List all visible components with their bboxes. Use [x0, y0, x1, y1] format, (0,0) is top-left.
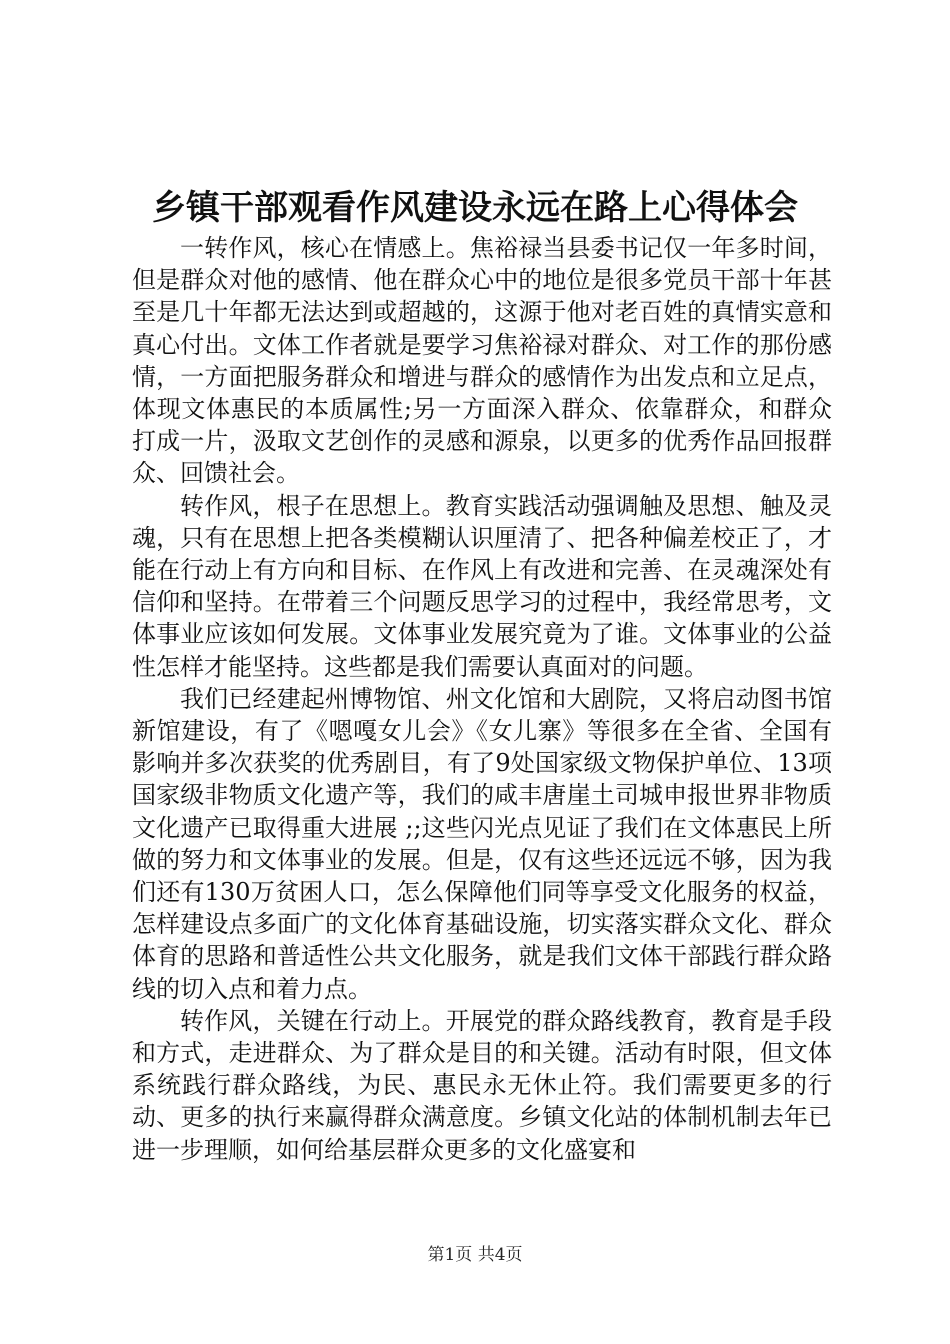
paragraph-2: 转作风，根子在思想上。教育实践活动强调触及思想、触及灵魂，只有在思想上把各类模糊认识厘清了、把各种偏差校正了，才能在行动上有方向和目标、在作风上有改进和完善、在灵魂深处有信仰和坚持。在带着三个问题反思学习的过程中，我经常思考，文体事业应该如何发展。文体事业发展究竟为了谁。文体事业的公益性怎样才能坚持。这些都是我们需要认真面对的问题。	[132, 491, 832, 681]
document-body	[132, 232, 832, 1166]
paragraph-1: 一转作风，核心在情感上。焦裕禄当县委书记仅一年多时间，但是群众对他的感情、他在群众心中的地位是很多党员干部十年甚至是几十年都无法达到或超越的，这源于他对老百姓的真情实意和真心付出。文体工作者就是要学习焦裕禄对群众、对工作的那份感情，一方面把服务群众和增进与群众的感情作为出发点和立足点，体现文体惠民的本质属性;另一方面深入群众、依靠群众，和群众打成一片，汲取文艺创作的灵感和源泉，以更多的优秀作品回报群众、回馈社会。	[132, 234, 832, 488]
paragraph-4: 转作风，关键在行动上。开展党的群众路线教育，教育是手段和方式，走进群众、为了群众是目的和关键。活动有时限，但文体系统践行群众路线，为民、惠民永无休止符。我们需要更多的行动、更多的执行来赢得群众满意度。乡镇文化站的体制机制去年已进一步理顺，如何给基层群众更多的文化盛宴和	[132, 1006, 832, 1164]
paragraph-3: 我们已经建起州博物馆、州文化馆和大剧院，又将启动图书馆新馆建设，有了《嗯嘎女儿会》《女儿寨》等很多在全省、全国有影响并多次获奖的优秀剧目，有了9处国家级文物保护单位、13项国家级非物质文化遗产等，我们的咸丰唐崖土司城申报世界非物质文化遗产已取得重大进展 ;;这些闪光点见证了我们在文体惠民上所做的努力和文体事业的发展。但是，仅有这些还远远不够，因为我们还有130万贫困人口，怎么保障他们同等享受文化服务的权益，怎样建设点多面广的文化体育基础设施，切实落实群众文化、群众体育的思路和普适性公共文化服务，就是我们文体干部践行群众路线的切入点和着力点。	[132, 684, 832, 1003]
page-number: 第1页 共4页	[427, 1245, 523, 1265]
document-title: 乡镇干部观看作风建设永远在路上心得体会	[152, 188, 798, 228]
page-footer	[0, 1244, 950, 1266]
